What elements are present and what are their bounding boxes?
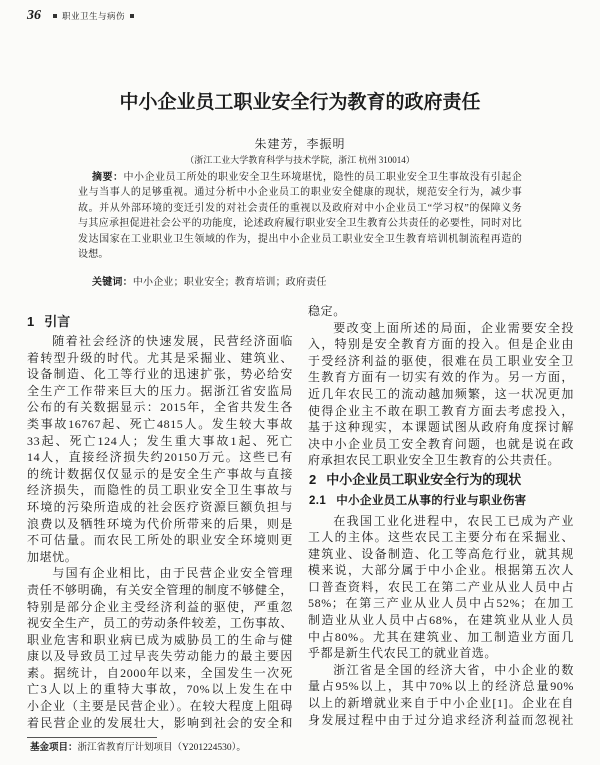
footnote bbox=[30, 741, 246, 755]
left-column bbox=[27, 333, 293, 731]
section-heading-2 bbox=[309, 472, 521, 488]
text-line: 口普查资料，农民工在第二产业从业人员中占 bbox=[308, 579, 574, 594]
text-line: 职业危害和职业病已成为威胁员工的生命与健 bbox=[27, 632, 293, 647]
keywords-label: 关键词： bbox=[92, 277, 133, 288]
text-line: 经济损失，而隐性的员工职业安全卫生事故与 bbox=[27, 483, 293, 498]
text-line: 近几年农民工的流动越加频繁，这一状况更加 bbox=[308, 386, 574, 401]
page-header bbox=[27, 8, 134, 28]
text-line: 浪费以及牺牲环境为代价所带来的后果，则是 bbox=[27, 516, 293, 531]
text-line: 58%；在第三产业从业人员中占52%；在加工 bbox=[308, 596, 574, 611]
text-line: 的统计数据仅仅显示的是安全生产事故与直接 bbox=[27, 466, 293, 481]
section-number: 2 bbox=[309, 472, 317, 487]
text-line: 府承担农民工职业安全卫生教育的公共责任。 bbox=[308, 453, 561, 468]
abstract-lines bbox=[78, 185, 522, 262]
keywords bbox=[92, 275, 327, 290]
text-line: 工人的主体。这些农民工主要分布在采掘业、 bbox=[308, 530, 574, 545]
text-line: 责任不够明确，有关安全管理的制度不够健全， bbox=[27, 582, 293, 597]
text-line: 浙江省是全国的经济大省，中小企业的数 bbox=[333, 662, 574, 677]
text-line: 决中小企业员工安全教育问题，也就是说在政 bbox=[308, 436, 574, 451]
text-line: 33起、死亡124人；发生重大事故1起、死亡 bbox=[27, 433, 293, 448]
text-line: 亡3人以上的重特大事故，70%以上发生在中 bbox=[27, 682, 293, 697]
text-line: 与其应承担促进社会公平的功能度，论述政府履行职业安全卫生教育公共责任的必要性，同时对比 bbox=[78, 218, 522, 230]
keywords-text: 中小企业；职业安全；教育培训；政府责任 bbox=[132, 277, 327, 288]
body-paragraph-continued bbox=[308, 303, 574, 320]
text-line: 环境的污染所造成的社会医疗资源巨额负担与 bbox=[27, 499, 293, 514]
text-line: 类事故16767起、死亡4815人。发生较大事故 bbox=[27, 416, 293, 431]
text-line: 以上的新增就业来自于中小企业[1]。企业在自 bbox=[308, 696, 574, 711]
text-line: 故。并从外部环境的变迁引发的对社会责任的重视以及政府对中小企业员工“学习权”的保障义务 bbox=[78, 202, 522, 214]
text-line: 生教育方面有一切实有效的作为。另一方面， bbox=[308, 370, 574, 385]
abstract bbox=[78, 170, 522, 262]
text-line: 入，特别是安全教育方面的投入。但是企业由 bbox=[308, 337, 574, 352]
footnote-rule bbox=[27, 737, 157, 738]
right-column-bottom bbox=[308, 513, 574, 729]
journal-name: 职业卫生与病伤 bbox=[53, 10, 134, 22]
section-heading-1 bbox=[27, 314, 70, 330]
text-line: 使得企业主不敢在职工教育方面去考虑投入， bbox=[308, 403, 574, 418]
text-line: 于受经济利益的驱使，很难在员工职业安全卫 bbox=[308, 353, 574, 368]
authors: 朱建芳，李振明 bbox=[254, 137, 346, 151]
body-paragraph bbox=[27, 565, 293, 731]
text-line: 设备制造、化工等行业的迅速扩张，势必给安 bbox=[27, 367, 293, 382]
body-paragraph bbox=[308, 320, 574, 469]
text-line: 特别是部分企业主受经济利益的驱使，严重忽 bbox=[27, 599, 293, 614]
text-line: 业与当事人的足够重视。通过分析中小企业员工的职业安全健康的现状，规范安全行为，减少事 bbox=[78, 187, 522, 199]
text-line: 与国有企业相比，由于民营企业安全管理 bbox=[52, 566, 293, 581]
text-line: 全生产工作带来巨大的压力。据浙江省安监局 bbox=[27, 383, 293, 398]
abstract-first-line bbox=[78, 170, 522, 185]
subsection-heading-2-1 bbox=[309, 494, 527, 509]
text-line: 要改变上面所述的局面，企业需要安全投 bbox=[333, 320, 574, 335]
text-line: 设想。 bbox=[78, 248, 109, 260]
text-line: 建筑业、设备制造、化工等高危行业，就其规 bbox=[308, 546, 574, 561]
body-paragraph bbox=[308, 662, 574, 728]
subsection-number: 2.1 bbox=[309, 494, 327, 507]
right-column-top bbox=[308, 303, 574, 469]
text-line: 视安全生产，员工的劳动条件较差，工伤事故、 bbox=[27, 616, 293, 631]
text-line: 量占95%以上，其中70%以上的经济总量90% bbox=[308, 679, 574, 694]
text-line: 随着社会经济的快速发展，民营经济面临 bbox=[52, 334, 293, 348]
subsection-title: 中小企业员工从事的行业与职业伤害 bbox=[336, 494, 527, 507]
text-line: 小企业（主要是民营企业）。在较大程度上阻碍 bbox=[27, 699, 293, 714]
text-line: 不可估量。而农民工所处的职业安全环境则更 bbox=[27, 533, 293, 548]
abstract-text: 中小企业员工所处的职业安全卫生环境堪忧，隐性的员工职业安全卫生事故没有引起企 bbox=[123, 172, 522, 183]
affiliation: （浙江工业大学教育科学与技术学院，浙江 杭州 310014） bbox=[185, 155, 415, 165]
abstract-label: 摘要： bbox=[92, 172, 124, 183]
section-title: 引言 bbox=[44, 314, 71, 329]
page-number: 36 bbox=[27, 8, 41, 23]
text-line: 着转型升级的时代。尤其是采掘业、建筑业、 bbox=[27, 350, 293, 365]
text-line: 模来说，大部分属于中小企业。根据第五次人 bbox=[308, 563, 574, 578]
text-line: 公布的有关数据显示：2015年，全省共发生各 bbox=[27, 400, 293, 415]
text-line: 基于这种现实，本课题试图从政府角度探讨解 bbox=[308, 420, 574, 435]
text-line: 素。据统计，自2000年以来，全国发生一次死 bbox=[27, 665, 293, 680]
section-number: 1 bbox=[27, 314, 35, 329]
text-line: 中占80%。尤其在建筑业、加工制造业方面几 bbox=[308, 629, 574, 644]
text-line: 乎都是新生代农民工的就业首选。 bbox=[308, 646, 498, 661]
text-line: 发达国家在工业职业卫生领域的作为，提出中小企业员工职业安全卫生教育培训机制流程再造的 bbox=[78, 233, 522, 245]
text-line: 着民营企业的发展壮大，影响到社会的安全和 bbox=[27, 715, 293, 730]
footnote-text: 浙江省教育厅计划项目（Y201224530）。 bbox=[77, 743, 246, 753]
body-paragraph bbox=[27, 333, 293, 565]
text-line: 加堪忧。 bbox=[27, 549, 78, 564]
article-title: 中小企业员工职业安全行为教育的政府责任 bbox=[119, 92, 481, 113]
text-line: 身发展过程中由于过分追求经济利益而忽视社 bbox=[308, 712, 574, 727]
text-line: 稳定。 bbox=[308, 304, 346, 318]
section-title: 中小企业员工职业安全行为的现状 bbox=[326, 472, 522, 487]
text-line: 在我国工业化进程中，农民工已成为产业 bbox=[333, 513, 574, 528]
text-line: 康以及导致员工过早丧失劳动能力的最主要因 bbox=[27, 649, 293, 664]
footnote-label: 基金项目： bbox=[30, 742, 78, 753]
text-line: 制造业从业人员中占68%，在建筑业从业人员 bbox=[308, 613, 574, 628]
text-line: 14人，直接经济损失约20150万元。这些已有 bbox=[27, 450, 293, 465]
body-paragraph bbox=[308, 513, 574, 662]
